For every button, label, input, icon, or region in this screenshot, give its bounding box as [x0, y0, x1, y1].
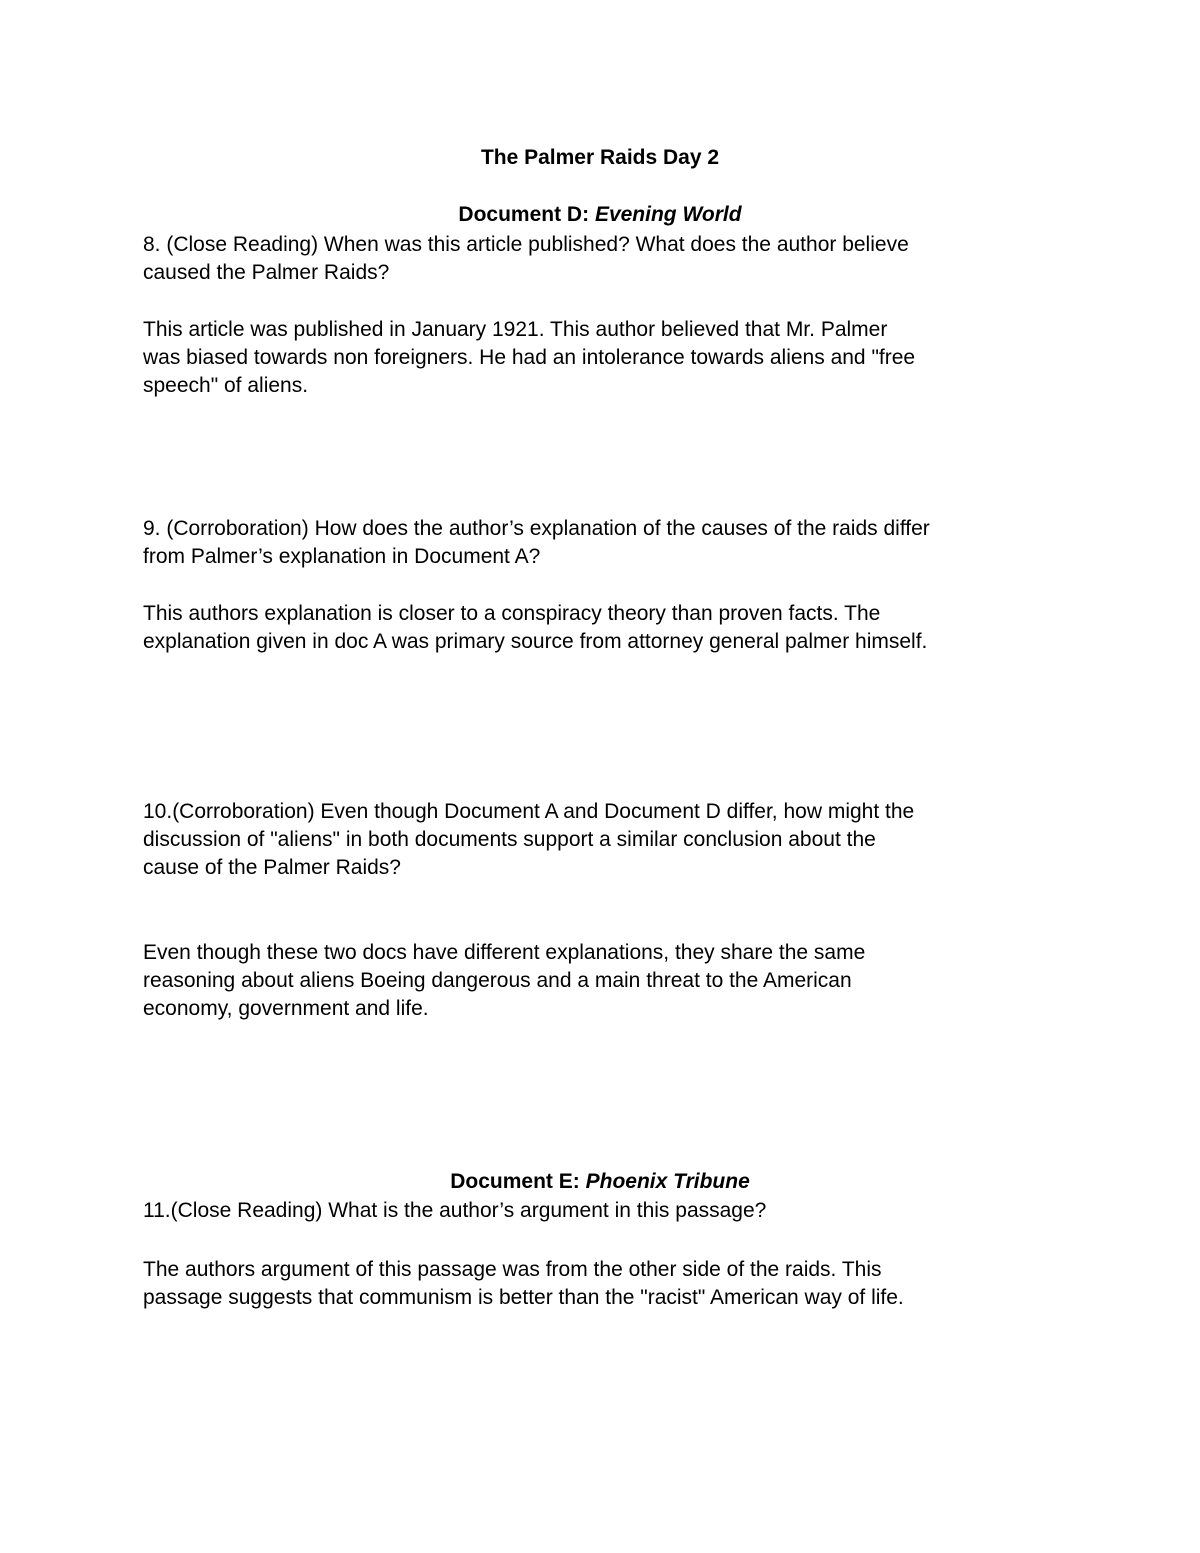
answer-9: This authors explanation is closer to a conspiracy theory than proven facts. The explanation given in doc A was primary source from attorney general palmer himself. [143, 602, 928, 653]
section-label: Document D: [458, 203, 590, 226]
section-heading-document-d [0, 201, 1200, 229]
answer-8: This article was published in January 1921. This author believed that Mr. Palmer was biased towards non foreigners. He had an intolerance towards aliens and "free speech" of aliens. [143, 318, 916, 397]
section-heading-document-e [0, 1168, 1200, 1196]
page-title: The Palmer Raids Day 2 [480, 146, 720, 169]
section-label: Document E: [450, 1170, 580, 1193]
question-10: 10.(Corroboration) Even though Document A and Document D differ, how might the discussion of "aliens" in both documents support a similar conclusion about the cause of the Palmer Raids? [143, 800, 915, 879]
section-source-title: Evening World [594, 203, 742, 226]
question-9: 9. (Corroboration) How does the author’s explanation of the causes of the raids differ from Palmer’s explanation in Document A? [143, 517, 930, 568]
question-11: 11.(Close Reading) What is the author’s argument in this passage? [143, 1199, 767, 1222]
question-8: 8. (Close Reading) When was this article published? What does the author believe caused the Palmer Raids? [143, 233, 909, 284]
answer-11: The authors argument of this passage was from the other side of the raids. This passage suggests that communism is better than the "racist" American way of life. [143, 1258, 904, 1309]
section-source-title: Phoenix Tribune [585, 1170, 750, 1193]
answer-10: Even though these two docs have different explanations, they share the same reasoning about aliens Boeing dangerous and a main threat to the American economy, government and life. [143, 941, 866, 1020]
